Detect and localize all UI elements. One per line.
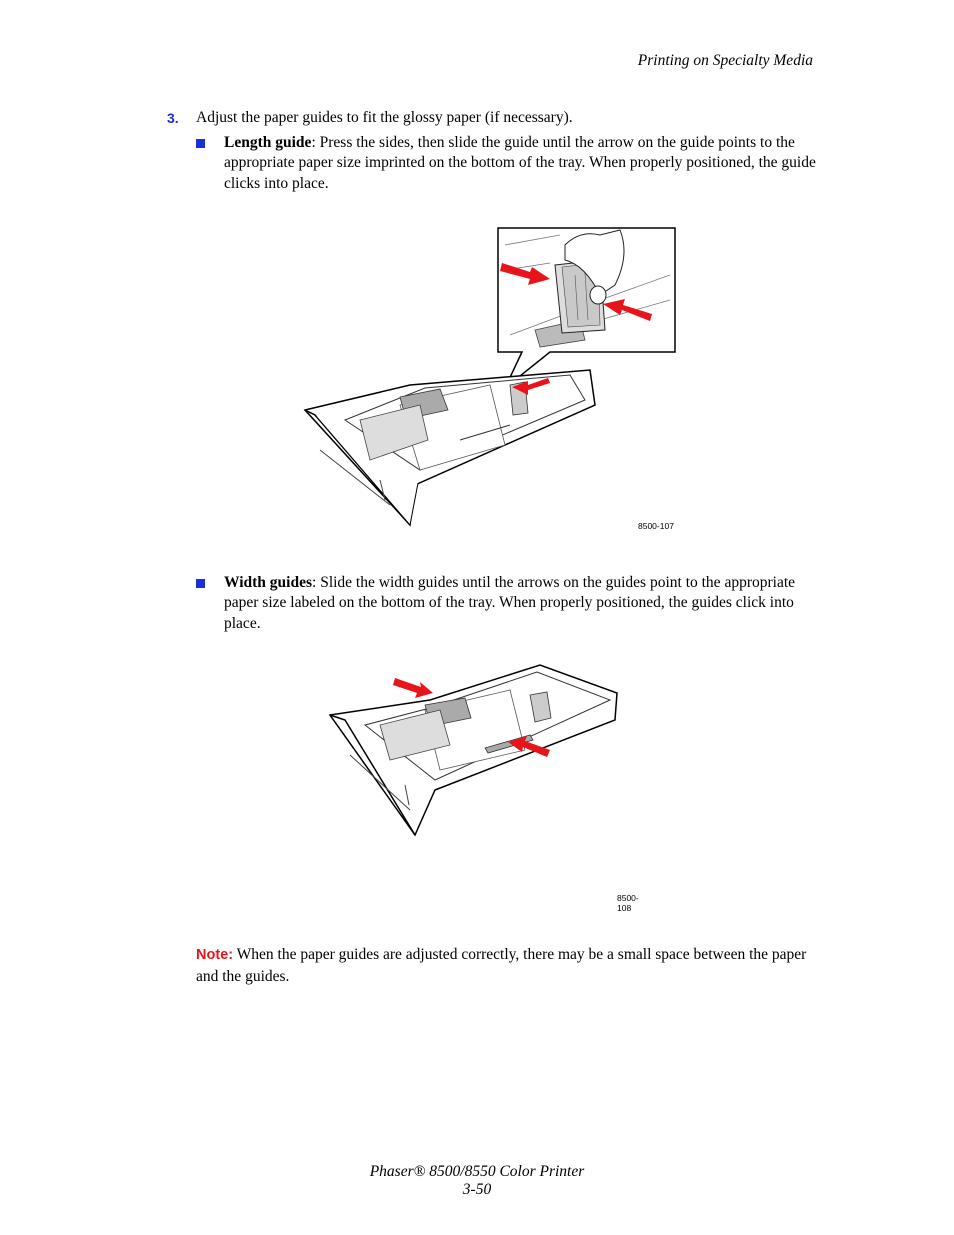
bullet-width-guides: [196, 573, 816, 634]
figure-label: 8500-108: [617, 893, 639, 913]
paper-tray: [330, 665, 617, 835]
bullet-text: : Slide the width guides until the arrows on the guides point to the appropriate paper size labeled on the bottom of the tray. When properly positioned, the guides click into place.: [224, 574, 796, 632]
bullet-length-guide: [196, 133, 816, 194]
page-number: 3-50: [462, 1181, 492, 1198]
figure-length-guide: [300, 225, 700, 540]
step-number: 3.: [167, 110, 179, 126]
figure-label: 8500-107: [638, 521, 674, 531]
tray-length-guide-illustration: [300, 225, 700, 535]
note: [196, 944, 816, 987]
note-text: When the paper guides are adjusted correctly, there may be a small space between the paper and the guides.: [196, 946, 807, 985]
running-header: Printing on Specialty Media: [637, 52, 813, 69]
bullet-square-icon: [196, 139, 205, 148]
step-text: Adjust the paper guides to fit the glossy paper (if necessary).: [196, 109, 573, 126]
figure-width-guides: [325, 660, 639, 913]
note-label: Note:: [196, 947, 234, 963]
bullet-square-icon: [196, 579, 205, 588]
paper-tray: [305, 370, 595, 525]
page-footer: [0, 1163, 954, 1199]
bullet-text: : Press the sides, then slide the guide until the arrow on the guide points to the appropriate paper size imprinted on the bottom of the tray. When properly positioned, the guide clicks into place.: [224, 134, 816, 192]
footer-product: Phaser® 8500/8550 Color Printer: [369, 1163, 585, 1180]
tray-width-guides-illustration: [325, 660, 625, 840]
bullet-term: Width guides: [224, 574, 313, 591]
bullet-term: Length guide: [224, 134, 312, 151]
callout-zoom: [498, 228, 675, 388]
